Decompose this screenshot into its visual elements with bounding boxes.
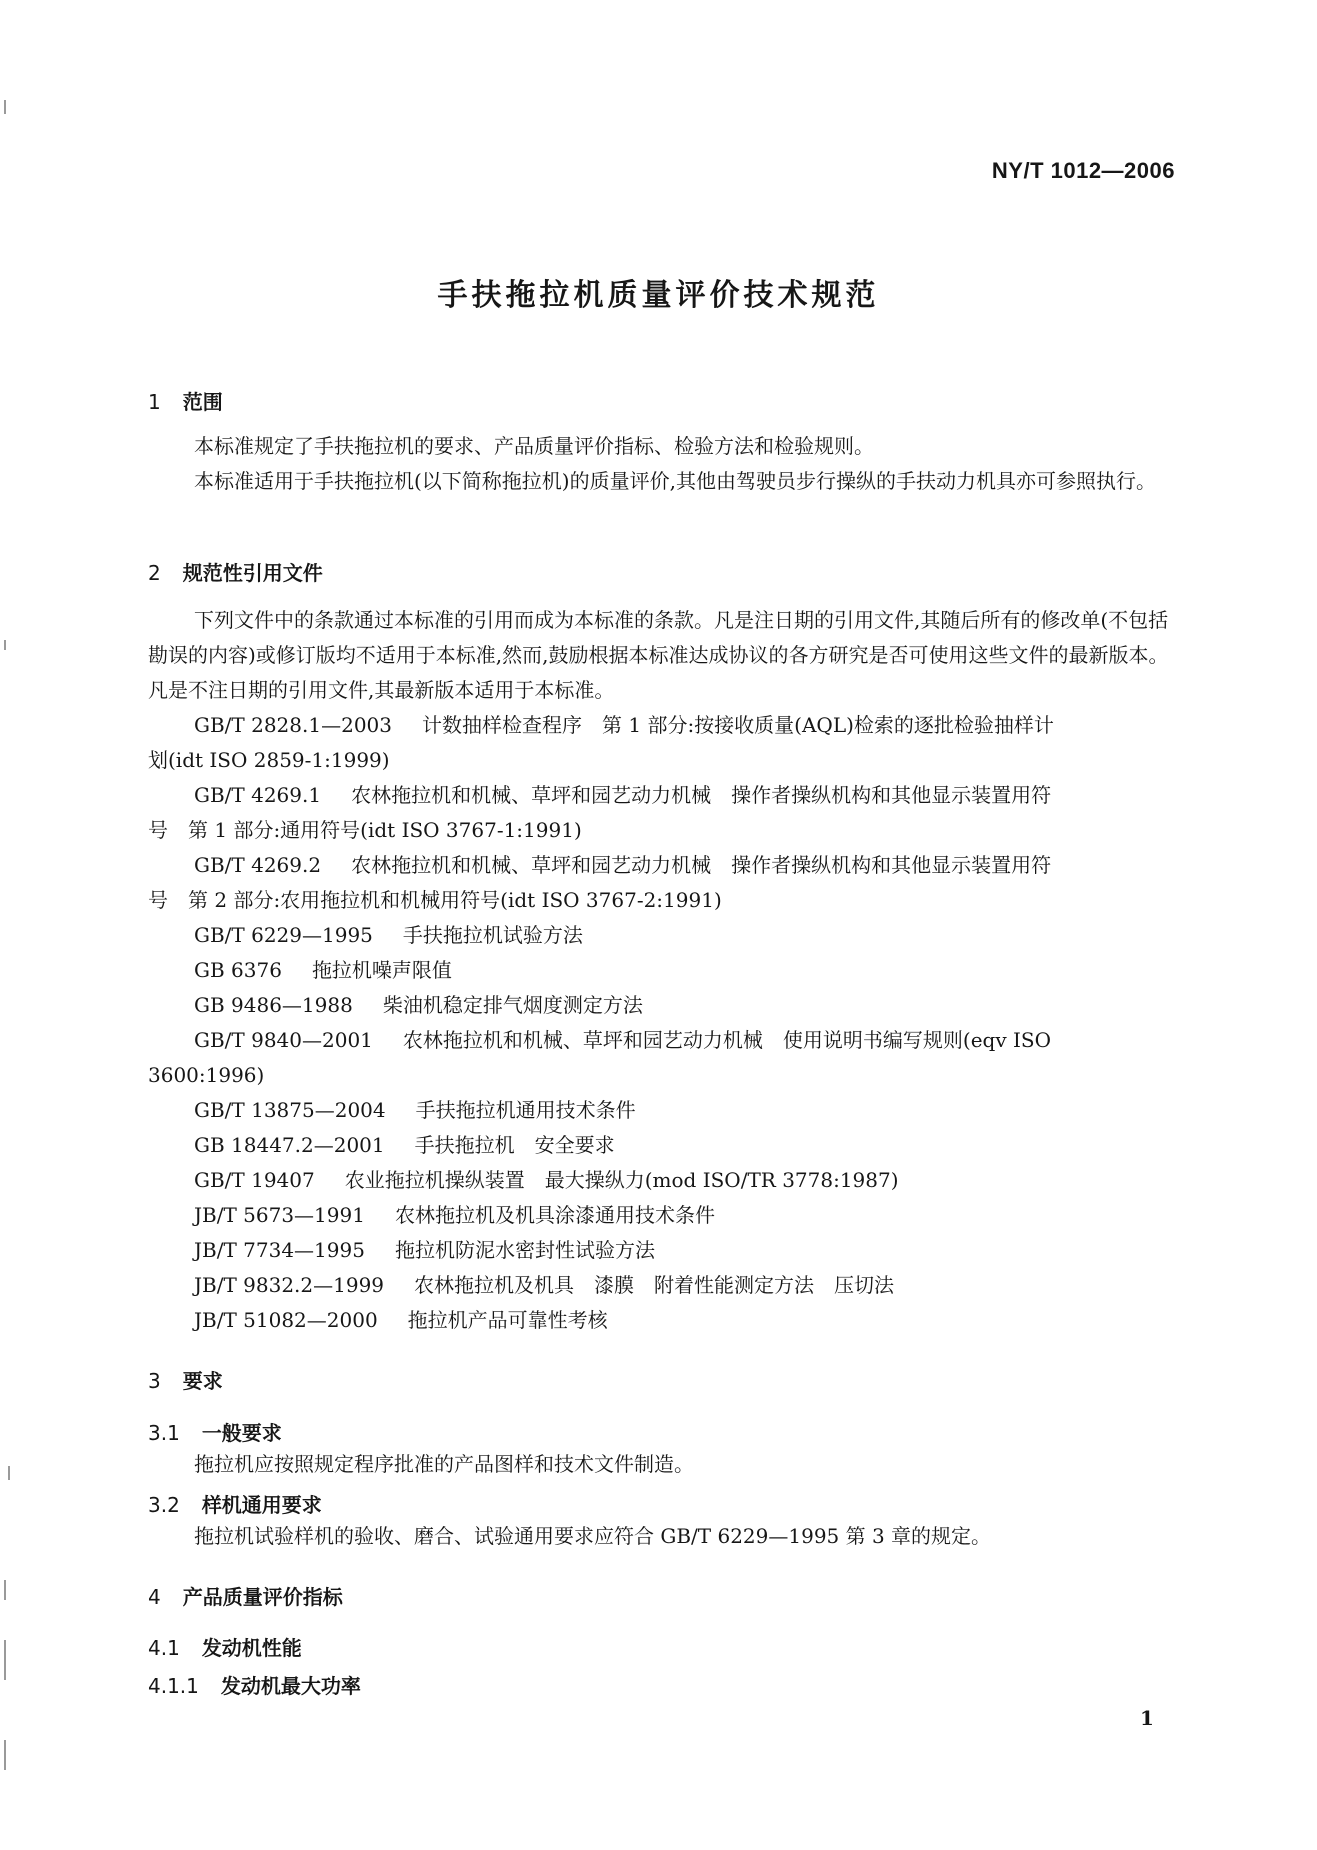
reference-title: 拖拉机噪声限值: [311, 958, 452, 982]
paragraph: 拖拉机应按照规定程序批准的产品图样和技术文件制造。: [194, 1452, 694, 1476]
section-number: 4.1.1: [148, 1674, 199, 1698]
reference-title: 手扶拖拉机试验方法: [402, 923, 583, 947]
reference-code: JB/T 5673—1991: [194, 1203, 365, 1227]
reference-item: [194, 1268, 894, 1303]
reference-continuation: 3600:1996): [148, 1063, 265, 1087]
scan-mark: [4, 640, 6, 650]
reference-continuation: 划(idt ISO 2859-1:1999): [148, 748, 390, 772]
reference-item: [194, 1023, 1051, 1058]
reference-item: [194, 953, 452, 988]
section-heading: [148, 1365, 223, 1394]
paragraph: 拖拉机试验样机的验收、磨合、试验通用要求应符合 GB/T 6229—1995 第 3 章的规定。: [194, 1524, 992, 1548]
reference-code: GB/T 13875—2004: [194, 1098, 386, 1122]
reference-item: [194, 1093, 636, 1128]
reference-title: 农业拖拉机操纵装置 最大操纵力(mod ISO/TR 3778:1987): [344, 1168, 899, 1192]
scan-mark: [8, 1466, 10, 1480]
reference-title: 手扶拖拉机通用技术条件: [415, 1098, 636, 1122]
standard-number: NY/T 1012—2006: [991, 158, 1175, 183]
subsection-heading: [148, 1417, 282, 1446]
section-title: 一般要求: [201, 1421, 282, 1445]
reference-code: GB/T 19407: [194, 1168, 315, 1192]
section-number: 3.2: [148, 1493, 180, 1517]
reference-item: [194, 918, 583, 953]
reference-code: GB/T 4269.1: [194, 783, 322, 807]
reference-item: [194, 708, 1054, 743]
subsection-heading: [148, 1632, 302, 1661]
reference-item: [194, 1303, 608, 1338]
reference-code: GB/T 2828.1—2003: [194, 713, 392, 737]
document-title: 手扶拖拉机质量评价技术规范: [437, 278, 880, 313]
paragraph: 下列文件中的条款通过本标准的引用而成为本标准的条款。凡是注日期的引用文件,其随后所有的修改单(不包括勘误的内容)或修订版均不适用于本标准,然而,鼓励根据本标准达成协议的各方研究是否可使用这些文件的最新版本。凡是不注日期的引用文件,其最新版本适用于本标准。: [148, 608, 1169, 702]
reference-code: GB/T 9840—2001: [194, 1028, 373, 1052]
scan-mark: [4, 1580, 6, 1600]
page-number: 1: [1140, 1706, 1154, 1730]
reference-title: 拖拉机防泥水密封性试验方法: [394, 1238, 655, 1262]
scan-mark: [4, 100, 6, 114]
reference-code: GB 9486—1988: [194, 993, 353, 1017]
section-title: 样机通用要求: [201, 1493, 322, 1517]
section-number: 3.1: [148, 1421, 180, 1445]
reference-item: [194, 848, 1051, 883]
section-title: 发动机性能: [201, 1636, 302, 1660]
reference-item: [194, 1233, 655, 1268]
reference-title: 拖拉机产品可靠性考核: [407, 1308, 608, 1332]
section-heading: [148, 1581, 343, 1610]
section-title: 产品质量评价指标: [182, 1585, 343, 1609]
section-number: 1: [148, 390, 161, 414]
section-number: 2: [148, 561, 161, 585]
reference-title: 柴油机稳定排气烟度测定方法: [382, 993, 643, 1017]
section-number: 4.1: [148, 1636, 180, 1660]
scan-mark: [4, 1640, 6, 1680]
section-heading: [148, 557, 323, 586]
reference-code: GB/T 6229—1995: [194, 923, 373, 947]
reference-code: GB 18447.2—2001: [194, 1133, 385, 1157]
reference-code: JB/T 7734—1995: [194, 1238, 365, 1262]
reference-title: 计数抽样检查程序 第 1 部分:按接收质量(AQL)检索的逐批检验抽样计: [422, 713, 1054, 737]
section-number: 3: [148, 1369, 161, 1393]
reference-title: 农林拖拉机和机械、草坪和园艺动力机械 使用说明书编写规则(eqv ISO: [402, 1028, 1052, 1052]
section-heading: [148, 386, 223, 415]
section-title: 要求: [182, 1369, 223, 1393]
reference-title: 手扶拖拉机 安全要求: [414, 1133, 615, 1157]
reference-code: JB/T 51082—2000: [194, 1308, 378, 1332]
reference-continuation: 号 第 1 部分:通用符号(idt ISO 3767-1:1991): [148, 818, 582, 842]
reference-title: 农林拖拉机及机具涂漆通用技术条件: [394, 1203, 715, 1227]
paragraph: 本标准适用于手扶拖拉机(以下简称拖拉机)的质量评价,其他由驾驶员步行操纵的手扶动力机具亦可参照执行。: [194, 469, 1156, 493]
reference-item: [194, 1198, 715, 1233]
section-number: 4: [148, 1585, 161, 1609]
reference-code: GB/T 4269.2: [194, 853, 322, 877]
reference-item: [194, 778, 1051, 813]
section-title: 范围: [182, 390, 223, 414]
reference-title: 农林拖拉机和机械、草坪和园艺动力机械 操作者操纵机构和其他显示装置用符: [351, 783, 1052, 807]
paragraph: 本标准规定了手扶拖拉机的要求、产品质量评价指标、检验方法和检验规则。: [194, 434, 874, 458]
section-title: 规范性引用文件: [182, 561, 323, 585]
reference-code: GB 6376: [194, 958, 282, 982]
reference-continuation: 号 第 2 部分:农用拖拉机和机械用符号(idt ISO 3767-2:1991): [148, 888, 722, 912]
subsection-heading: [148, 1489, 322, 1518]
reference-item: [194, 988, 643, 1023]
reference-item: [194, 1163, 899, 1198]
scan-mark: [4, 1740, 6, 1770]
reference-code: JB/T 9832.2—1999: [194, 1273, 385, 1297]
reference-item: [194, 1128, 615, 1163]
subsection-heading: [148, 1670, 361, 1699]
reference-title: 农林拖拉机及机具 漆膜 附着性能测定方法 压切法: [414, 1273, 895, 1297]
reference-title: 农林拖拉机和机械、草坪和园艺动力机械 操作者操纵机构和其他显示装置用符: [351, 853, 1052, 877]
section-title: 发动机最大功率: [220, 1674, 361, 1698]
